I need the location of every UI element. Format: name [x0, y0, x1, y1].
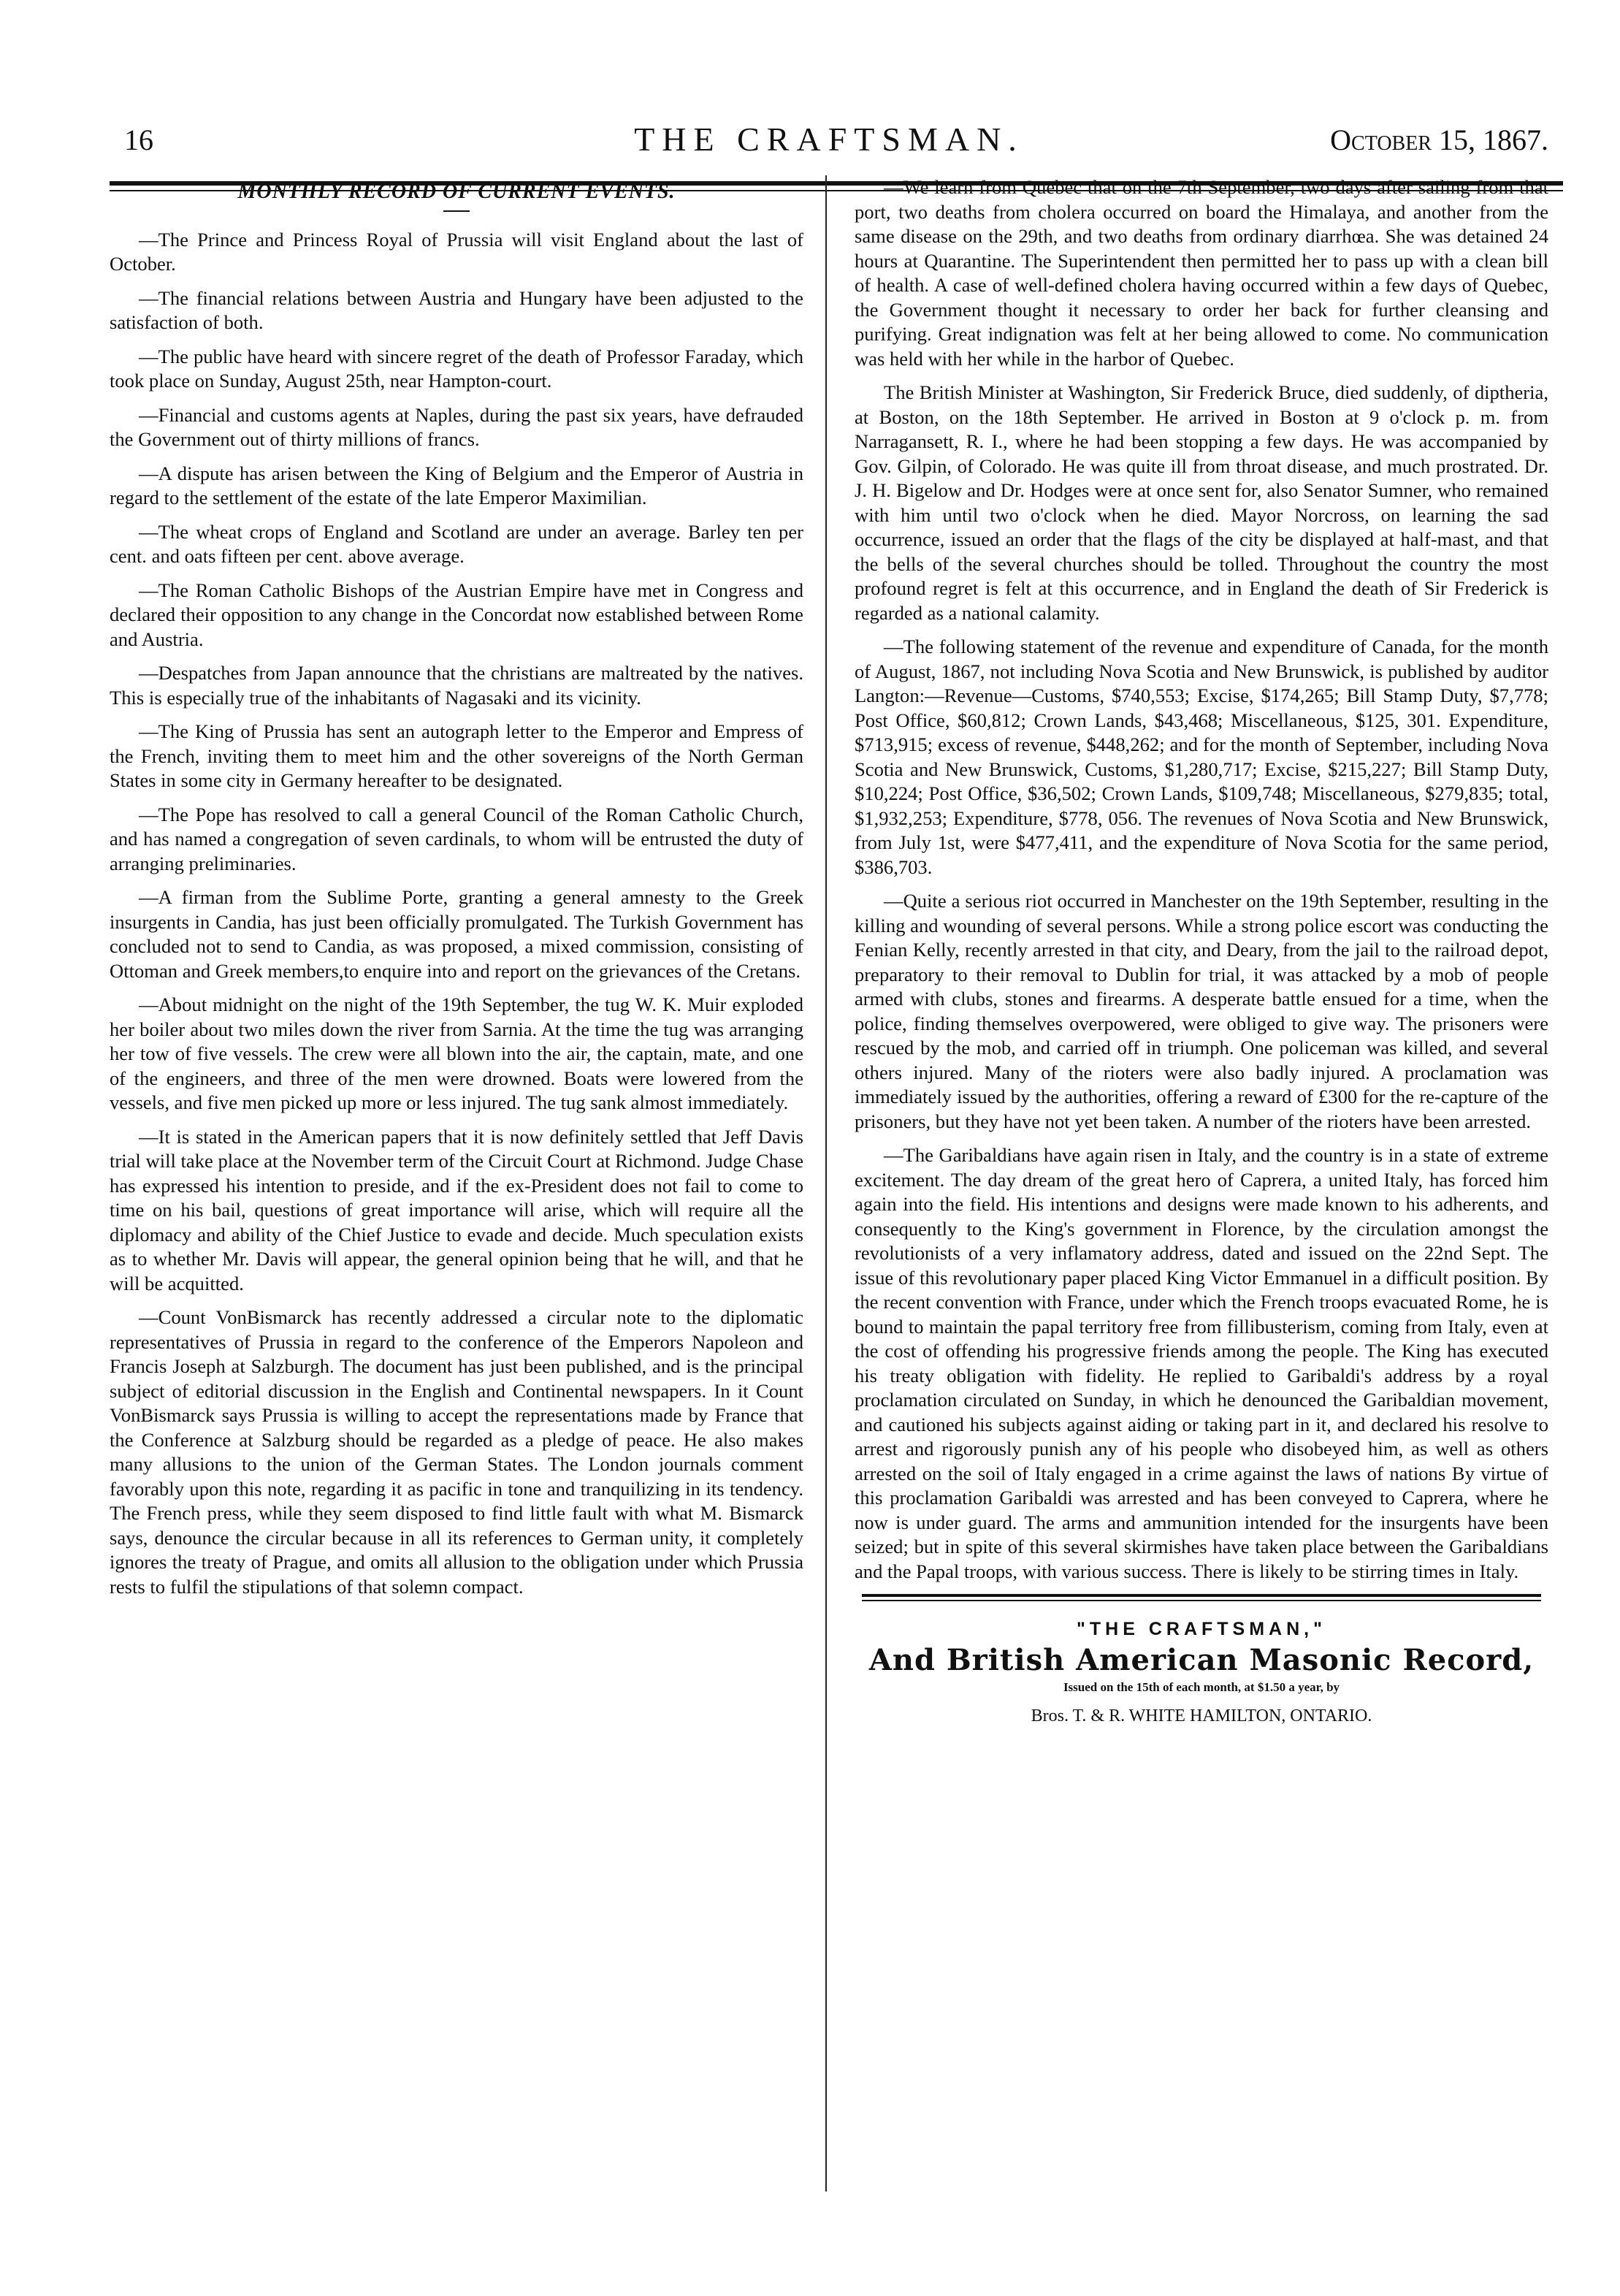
- imprint-issued: Issued on the 15th of each month, at $1.50 a year, by: [1063, 1680, 1340, 1694]
- news-item: —The financial relations between Austria and Hungary have been adjusted to the satisfaction of both.: [110, 286, 803, 333]
- column-divider: [825, 175, 827, 2192]
- section-title: MONTHLY RECORD OF CURRENT EVENTS.: [237, 180, 676, 203]
- news-item: —The wheat crops of England and Scotland are under an average. Barley ten per cent. and oats fifteen per cent. above average.: [110, 520, 803, 567]
- issue-date: October 15, 1867.: [1330, 123, 1548, 156]
- masthead-title: THE CRAFTSMAN.: [634, 121, 1024, 158]
- news-item: —The following statement of the revenue and expenditure of Canada, for the month of August, 1867, not including Nova Scotia and New Brunswick, is published by auditor Langton:—Revenue—Customs, $740,553; Excise, $174,265; Bill Stamp Duty, $7,778; Post Office, $60,812; Crown Lands, $43,468; Miscellaneous, $125, 301. Expenditure, $713,915; excess of revenue, $448,262; and for the month of September, including Nova Scotia and New Brunswick, Customs, $1,280,717; Excise, $215,227; Bill Stamp Duty, $10,224; Post Office, $36,502; Crown Lands, $109,748; Miscellaneous, $279,835; total, $1,932,253; Expenditure, $778, 056. The revenues of Nova Scotia and New Brunswick, from July 1st, were $477,411, and the expenditure of Nova Scotia for the same period, $386,703.: [855, 636, 1548, 878]
- imprint-publisher: Bros. T. & R. WHITE HAMILTON, ONTARIO.: [1031, 1706, 1372, 1725]
- news-item: —Despatches from Japan announce that the christians are maltreated by the natives. This is especially true of the inhabitants of Nagasaki and its vicinity.: [110, 662, 803, 709]
- newspaper-page: [95, 80, 1563, 2257]
- news-item: —A dispute has arisen between the King of Belgium and the Emperor of Austria in regard to the settlement of the estate of the late Emperor Maximilian.: [110, 462, 803, 508]
- news-item: The British Minister at Washington, Sir Frederick Bruce, died suddenly, of diptheria, at Boston, on the 18th September. He arrived in Boston at 9 o'clock p. m. from Narragansett, R. I., where he had been stopping a few days. He was accompanied by Gov. Gilpin, of Colorado. He was quite ill from throat disease, and much prostrated. Dr. J. H. Bigelow and Dr. Hodges were at once sent for, also Senator Sumner, who remained with him until two o'clock when he died. Mayor Norcross, on learning the sad occurrence, issued an order that the flags of the city be displayed at half-mast, and that the bells of the several churches should be tolled. Throughout the country the most profound regret is felt at this occurrence, and in England the death of Sir Frederick is regarded as a national calamity.: [855, 381, 1548, 624]
- left-column: [110, 175, 803, 1609]
- news-item: —A firman from the Sublime Porte, granting a general amnesty to the Greek insurgents in Candia, has just been officially promulgated. The Turkish Government has concluded not to send to Candia, as was proposed, a mixed commission, consisting of Ottoman and Greek members,to enquire into and report on the grievances of the Cretans.: [110, 886, 803, 982]
- news-item: —Count VonBismarck has recently addressed a circular note to the diplomatic representatives of Prussia in regard to the conference of the Emperors Napoleon and Francis Joseph at Salzburgh. The document has just been published, and is the principal subject of editorial discussion in the English and Continental newspapers. In it Count VonBismarck says Prussia is willing to accept the representations made by France that the Conference at Salzburg should be regarded as a pledge of peace. He also makes many allusions to the union of the German States. The London journals comment favorably upon this note, regarding it as pacific in tone and tranquilizing in its tendency. The French press, while they seem disposed to find little fault with what M. Bismarck says, denounce the circular because in all its references to German unity, it completely ignores the treaty of Prague, and omits all allusion to the obligation under which Prussia rests to fulfil the stipulations of that solemn compact.: [110, 1306, 803, 1598]
- news-item: —The Prince and Princess Royal of Prussia will visit England about the last of October.: [110, 228, 803, 275]
- news-item: —The King of Prussia has sent an autograph letter to the Emperor and Empress of the French, inviting them to meet him and the other sovereigns of the North German States in some city in Germany hereafter to be designated.: [110, 720, 803, 791]
- news-item: —Financial and customs agents at Naples, during the past six years, have defrauded the Government out of thirty millions of francs.: [110, 403, 803, 450]
- news-item: —About midnight on the night of the 19th September, the tug W. K. Muir exploded her boiler about two miles down the river from Sarnia. At the time the tug was arranging her tow of five vessels. The crew were all blown into the air, the captain, mate, and one of the engineers, and three of the men were drowned. Boats were lowered from the vessels, and five men picked up more or less injured. The tug sank almost immediately.: [110, 993, 803, 1113]
- news-item: —The Roman Catholic Bishops of the Austrian Empire have met in Congress and declared their opposition to any change in the Concordat now established between Rome and Austria.: [110, 579, 803, 650]
- title-dash: [443, 210, 470, 212]
- right-column: [855, 175, 1548, 1728]
- page-header: [95, 110, 1563, 175]
- news-item: —The Pope has resolved to call a general Council of the Roman Catholic Church, and has named a congregation of seven cardinals, to whom will be entrusted the duty of arranging preliminaries.: [110, 803, 803, 874]
- news-item: —Quite a serious riot occurred in Manchester on the 19th September, resulting in the killing and wounding of several persons. While a strong police escort was conducting the Fenian Kelly, recently arrested in that city, and Deary, from the jail to the railroad depot, preparatory to their removal to Dublin for trial, it was attacked by a mob of people armed with clubs, stones and firearms. A desperate battle ensued for a time, when the police, finding themselves overpowered, were obliged to give way. The prisoners were rescued by the mob, and carried off in triumph. One policeman was killed, and several others injured. Many of the rioters were also badly injured. A proclamation was immediately issued by the authorities, offering a reward of £300 for the re-capture of the prisoners, but they have not yet been taken. A number of the rioters have been arrested.: [855, 890, 1548, 1132]
- news-item: —The Garibaldians have again risen in Italy, and the country is in a state of extreme excitement. The day dream of the great hero of Caprera, a united Italy, has forced him again into the field. His intentions and designs were made known to his adherents, and consequently to the King's government in Florence, by the circulation amongst the revolutionists of a very inflamatory address, dated and issued on the 22nd Sept. The issue of this revolutionary paper placed King Victor Emmanuel in a difficult position. By the recent convention with France, under which the French troops evacuated Rome, he is bound to maintain the papal territory free from fillibusterism, coming from Italy, even at the cost of offending his progressive friends among the people. The King has executed his treaty obligation with fidelity. He replied to Garibaldi's address by a royal proclamation circulated on Sunday, in which he denounced the Garibaldian movement, and cautioned his subjects against aiding or taking part in it, and declared his resolve to arrest and rigorously punish any of his people who disobeyed him, as well as others arrested on the soil of Italy engaged in a crime against the laws of nations By virtue of this proclamation Garibaldi was arrested and has been conveyed to Caprera, where he now is under guard. The arms and ammunition intended for the insurgents have been seized; but in spite of this several skirmishes have taken place between the Garibaldians and the Papal troops, with various success. There is likely to be stirring times in Italy.: [855, 1144, 1548, 1582]
- news-item: —The public have heard with sincere regret of the death of Professor Faraday, which took place on Sunday, August 25th, near Hampton-court.: [110, 345, 803, 392]
- news-item: —It is stated in the American papers that it is now definitely settled that Jeff Davis trial will take place at the November term of the Circuit Court at Richmond. Judge Chase has expressed his intention to preside, and if the ex-President does not fail to come to time on his bail, questions of great importance will arise, which will require all the diplomacy and ability of the Chief Justice to evade and decide. Much speculation exists as to whether Mr. Davis will appear, the general opinion being that he will, and that he will be acquitted.: [110, 1125, 803, 1294]
- imprint-rule: [862, 1594, 1541, 1597]
- publisher-imprint: [855, 1594, 1548, 1728]
- page-number: 16: [124, 123, 153, 156]
- imprint-subtitle: And British American Masonic Record,: [868, 1642, 1535, 1677]
- imprint-name: "THE CRAFTSMAN,": [1077, 1619, 1326, 1639]
- imprint-rule-thin: [862, 1600, 1541, 1601]
- news-item: —We learn from Quebec that on the 7th September, two days after sailing from that port, two deaths from cholera occurred on board the Himalaya, and another from the same disease on the 29th, and two deaths from ordinary diarrhœa. She was detained 24 hours at Quarantine. The Superintendent then permitted her to pass up with a clean bill of health. A case of well-defined cholera having occurred within a few days of Quebec, the Government thought it necessary to order her back for further cleansing and purifying. Great indignation was felt at her being allowed to come. No communication was held with her while in the harbor of Quebec.: [855, 176, 1548, 370]
